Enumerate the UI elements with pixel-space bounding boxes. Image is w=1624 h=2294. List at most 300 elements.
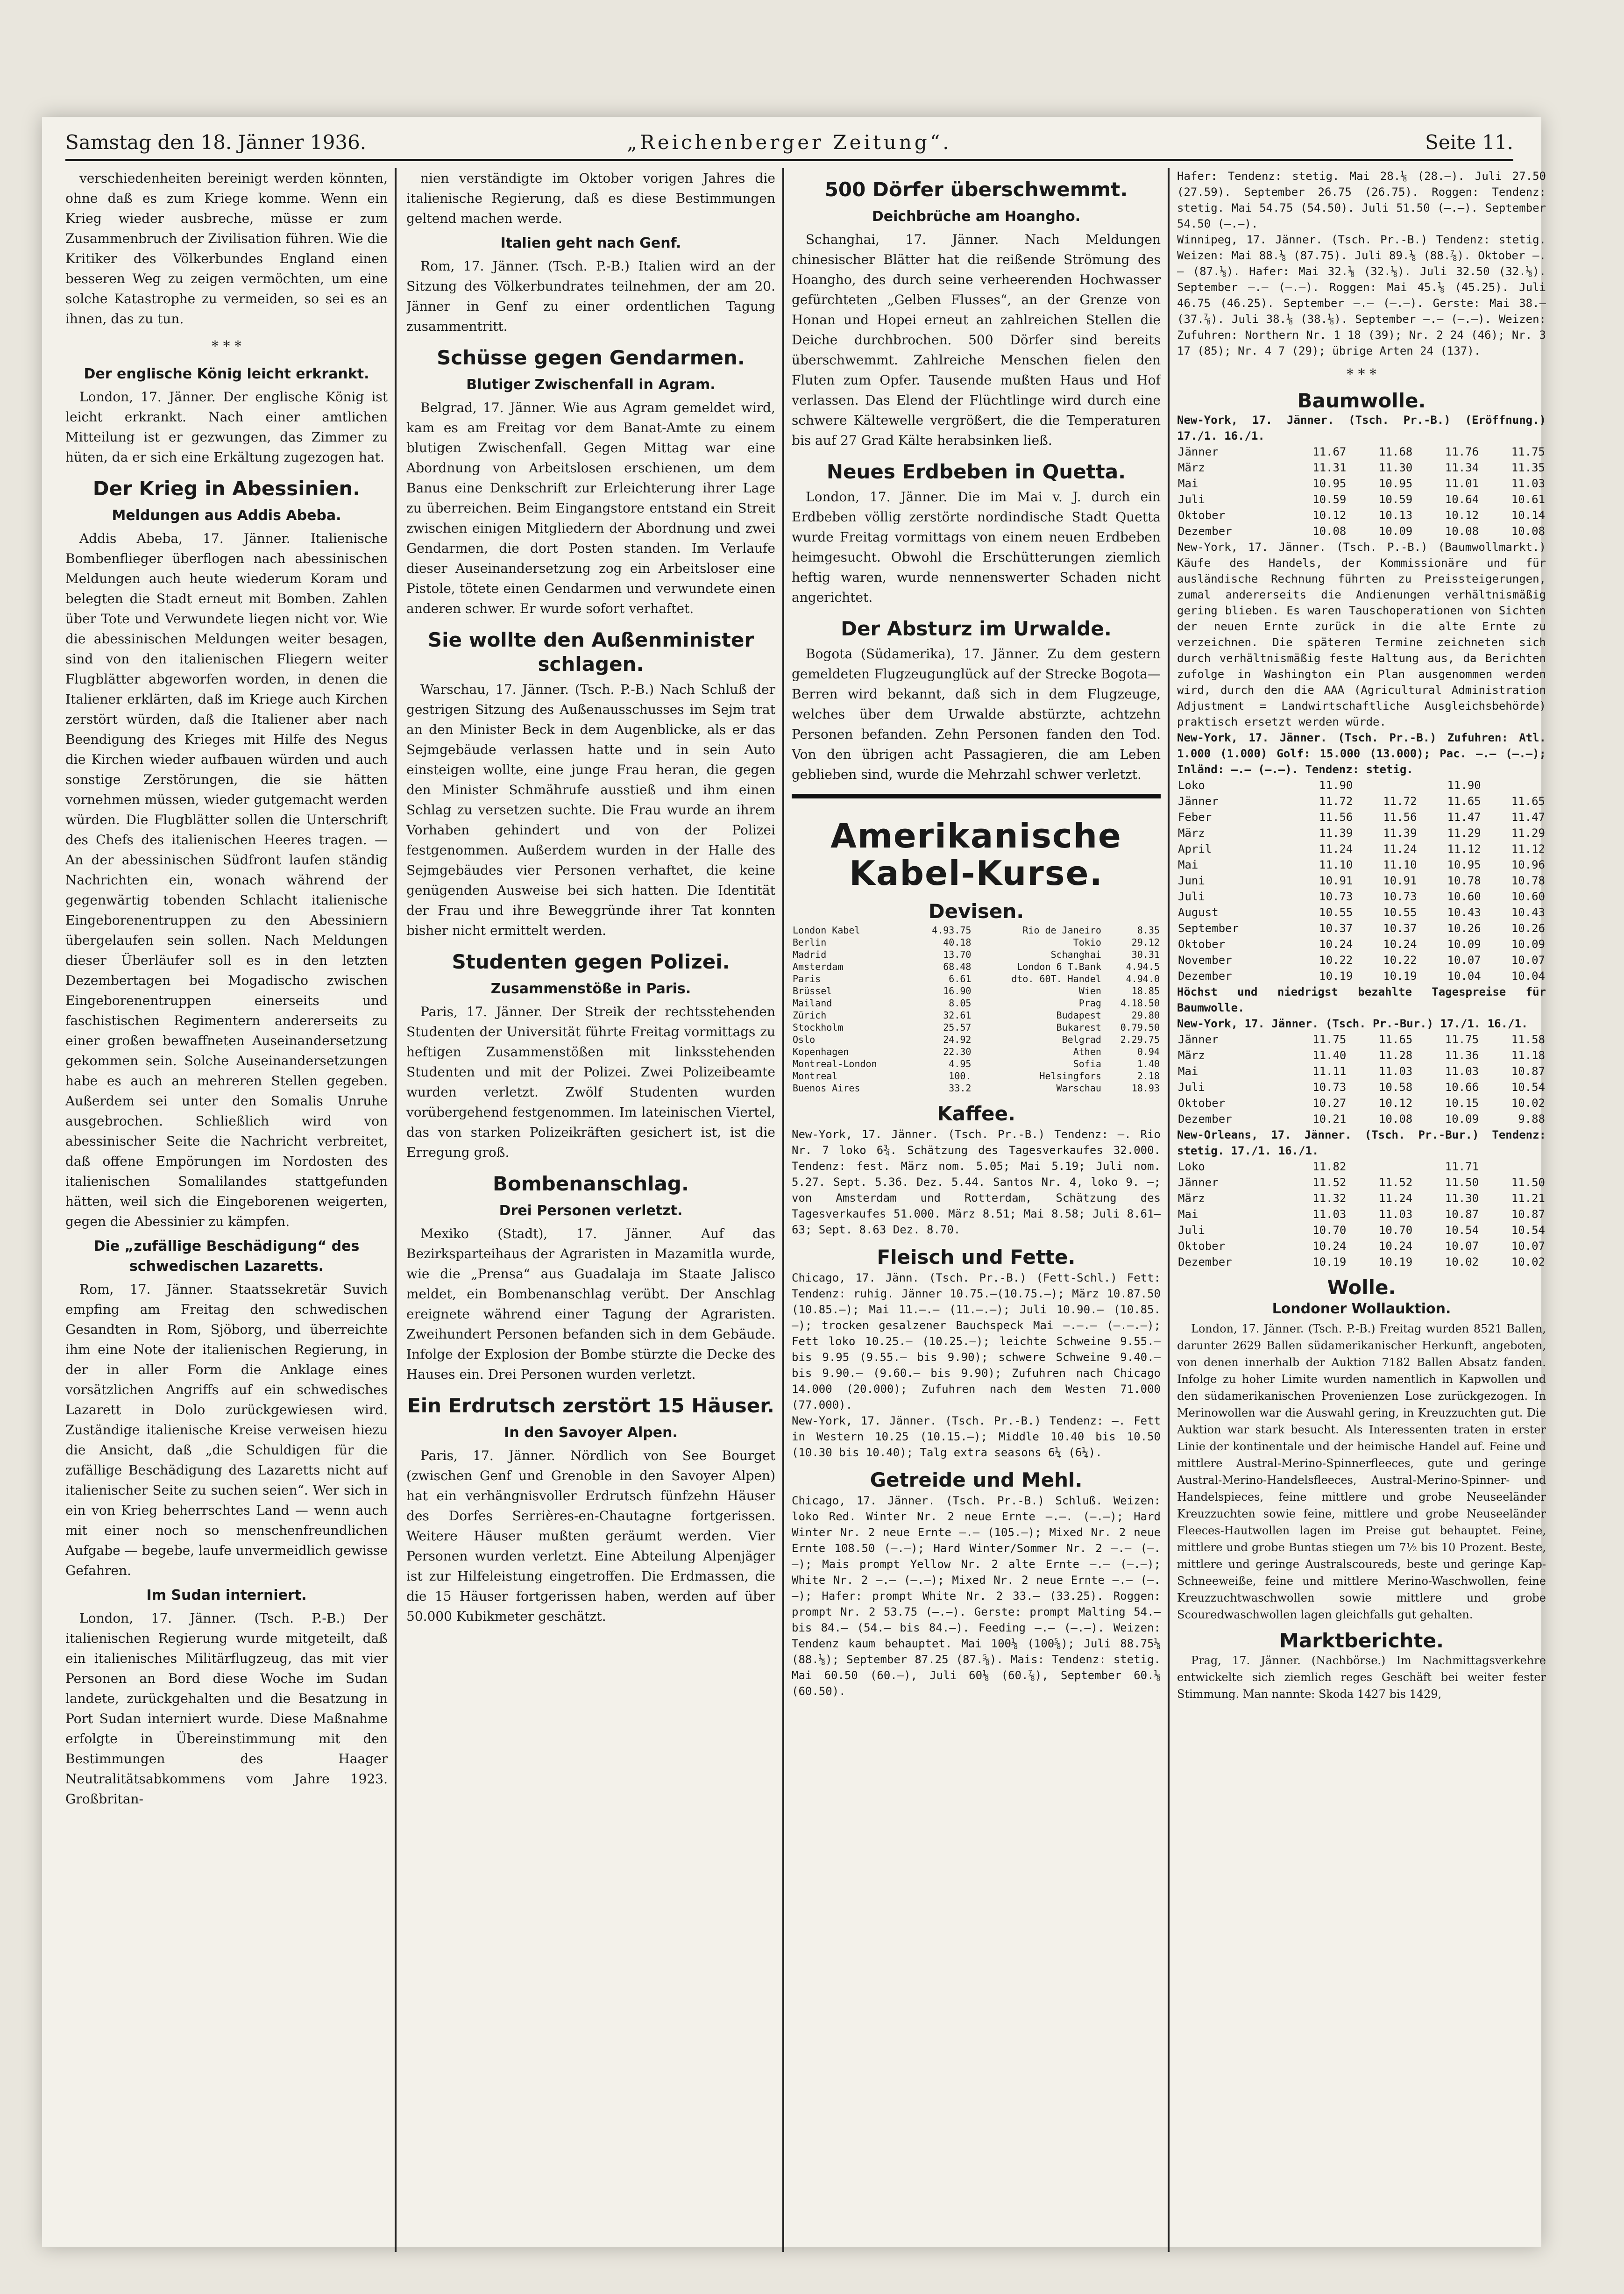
table-cell: 10.78 xyxy=(1447,874,1481,887)
table-cell: 24.92 xyxy=(943,1034,972,1045)
article-text: Rom, 17. Jänner. Staatssekretär Suvich empfing am Freitag den schwedischen Gesandten in Rom, Sjöborg, und überreichte ihm eine Note der italienischen Regierung, in der in aller Form die Anklage eines vorsätzlichen Angriffs auf ein schwedisches Lazarett in Dolo zurückgewiesen wird. Zuständige italienische Kreise verweisen hiezu die Ansicht, daß „die Schuldigen für die zufällige Beschädigung des Lazaretts nicht auf italienischer Seite zu suchen seien“. Wer sich in ein von Krieg beherrschtes Land — wenn auch mit einer noch so menschenfreundlichen Aufgabe — begebe, laufe unvermeidlich gewisse Gefahren. xyxy=(65,1282,388,1578)
table-cell: Mai xyxy=(1178,477,1198,490)
table-cell: Budapest xyxy=(1056,1010,1101,1021)
table-cell: 10.54 xyxy=(1511,1224,1545,1237)
article-text: verschiedenheiten bereinigt werden könnten, ohne daß es zum Kriege komme. Wenn ein Krieg wieder ausbreche, müsse er zum Zusammenbruch der Zivilisation führen. Wie die Kritiker des Völkerbundes England einen besseren Weg zu zeigen vermöchten, um eine solche Katastrophe zu vermeiden, so sei es an ihnen, das zu tun. xyxy=(65,171,388,327)
table-cell: 10.07 xyxy=(1511,1240,1545,1253)
table-row xyxy=(1177,793,1546,809)
table-cell: 8.35 xyxy=(1137,925,1160,936)
table-cell: Berlin xyxy=(793,937,827,948)
header-page-number: Seite 11. xyxy=(1425,131,1513,154)
article-text: London, 17. Jänner. (Tsch. P.-B.) Der italienischen Regierung wurde mitgeteilt, daß ein italienisches Militärflugzeug, das mit vier Personen an Bord diese Woche im Sudan landete, zurückgehalten und die Besatzung in Port Sudan interniert wurde. Diese Maßnahme erfolgte in Übereinstimmung mit den Bestimmungen des Haager Neutralitätsabkommens vom Jahre 1923. Großbritan- xyxy=(65,1610,388,1807)
table-cell: 11.21 xyxy=(1511,1192,1545,1205)
table-cell: 33.2 xyxy=(949,1083,972,1094)
table-cell: 10.37 xyxy=(1383,922,1417,935)
headline: Londoner Wollauktion. xyxy=(1272,1301,1451,1317)
table-cell: 11.18 xyxy=(1511,1049,1545,1062)
article-text: Prag, 17. Jänner. (Nachbörse.) Im Nachmittagsverkehre entwickelte sich ziemlich reges Geschäft bei weiter fester Stimmung. Man nannte: Skoda 1427 bis 1429, xyxy=(1177,1654,1546,1701)
subheadline: In den Savoyer Alpen. xyxy=(504,1425,678,1441)
table-cell: Feber xyxy=(1178,811,1212,824)
table-cell: Oktober xyxy=(1178,509,1226,522)
subsection-title: Fleisch und Fette. xyxy=(877,1246,1076,1268)
table-cell: Loko xyxy=(1178,1160,1205,1173)
table-row xyxy=(1177,1175,1546,1190)
table-heading: Höchst und niedrigst bezahlte Tagespreise für Baumwolle. xyxy=(1177,985,1546,1014)
table-cell: 11.90 xyxy=(1319,779,1353,792)
article-text: Schanghai, 17. Jänner. Nach Meldungen chinesischer Blätter hat die reißende Strömung des Hoangho, des durch seine verheerenden Hochwasser gefürchteten „Gelben Flusses“, an der Grenze von Honan und Hopei erneut an zahlreichen Stellen die Deiche durchbrochen. 500 Dörfer sind bereits überschwemmt. Zahlreiche Menschen fielen den Fluten zum Opfer. Tausende mußten Haus und Hof verlassen. Das Elend der Flüchtlinge wird durch eine schwere Kältewelle vergrößert, die die Temperaturen bis auf 27 Grad Kälte herabsinken ließ. xyxy=(792,232,1161,448)
separator-stars: * * * xyxy=(1346,366,1377,383)
table-cell: 10.13 xyxy=(1378,509,1413,522)
table-cell: 4.95 xyxy=(949,1058,972,1069)
table-cell: 10.14 xyxy=(1511,509,1545,522)
table-cell: 10.73 xyxy=(1383,890,1417,903)
column-rule xyxy=(1168,168,1170,2252)
table-cell: 10.22 xyxy=(1383,954,1417,967)
table-cell: Oslo xyxy=(793,1034,816,1045)
table-cell: 4.93.75 xyxy=(932,925,972,936)
headline: Studenten gegen Polizei. xyxy=(452,950,730,973)
subsection-title: Baumwolle. xyxy=(1297,389,1426,412)
table-cell: 10.08 xyxy=(1312,525,1347,538)
table-cell: 11.75 xyxy=(1312,1033,1347,1046)
cotton-table xyxy=(1177,777,1546,984)
table-cell: 11.71 xyxy=(1445,1160,1479,1173)
table-cell: 4.94.0 xyxy=(1126,973,1160,984)
table-cell: 10.66 xyxy=(1445,1081,1479,1094)
subheadline: Zusammenstöße in Paris. xyxy=(490,981,691,997)
table-cell: 10.73 xyxy=(1319,890,1353,903)
subsection-title: Wolle. xyxy=(1327,1276,1396,1299)
table-cell: 10.91 xyxy=(1319,874,1353,887)
cotton-table xyxy=(1177,444,1546,539)
table-cell: Mailand xyxy=(793,997,832,1009)
subsection-title: Marktberichte. xyxy=(1279,1629,1444,1652)
table-cell: 11.30 xyxy=(1378,461,1413,474)
table-cell: 10.07 xyxy=(1445,1240,1479,1253)
table-cell: 10.12 xyxy=(1445,509,1479,522)
headline: Ein Erdrutsch zerstört 15 Häuser. xyxy=(407,1394,774,1417)
table-cell: Rio de Janeiro xyxy=(1022,925,1101,936)
header-paper-name: „Reichenberger Zeitung“. xyxy=(627,131,952,154)
table-row xyxy=(1177,1079,1546,1095)
table-cell: 11.65 xyxy=(1447,795,1481,808)
table-row xyxy=(1177,1032,1546,1047)
subheadline: Deichbrüche am Hoangho. xyxy=(872,208,1081,225)
table-cell: Jänner xyxy=(1178,795,1219,808)
table-cell: 4.94.5 xyxy=(1126,961,1160,972)
table-cell: 10.87 xyxy=(1445,1208,1479,1221)
table-cell: 11.76 xyxy=(1445,445,1479,458)
table-cell: 11.40 xyxy=(1312,1049,1347,1062)
table-cell: 10.24 xyxy=(1319,938,1353,951)
table-cell: 10.07 xyxy=(1511,954,1545,967)
table-cell: dto. 60T. Handel xyxy=(1011,973,1101,984)
table-cell: Zürich xyxy=(793,1010,827,1021)
table-cell: 10.26 xyxy=(1447,922,1481,935)
table-cell: 10.64 xyxy=(1445,493,1479,506)
table-cell: 10.02 xyxy=(1445,1255,1479,1268)
table-row xyxy=(1177,889,1546,905)
table-cell xyxy=(1354,777,1418,793)
table-row xyxy=(792,1082,1161,1094)
article-text: London, 17. Jänner. (Tsch. P.-B.) Freitag wurden 8521 Ballen, darunter 2629 Ballen südamerikanischer Herkunft, angeboten, von denen innerhalb der Auktion 7182 Ballen Absatz fanden. Infolge zu hoher Limite wurden namentlich in Kapwollen und den südamerikanischen Provenienzen Lose zurückgezogen. In Merinowollen war die Auswahl gering, in Kreuzzuchten gut. Die Auktion war stark besucht. Als Interessenten traten in erster Linie der kontinentale und der heimische Handel auf. Feine und mittlere Austral-Merino-Spinnerfleeces, gute und geringe Austral-Merino-Handelsfleeces, Austral-Merino-Spinner- und Handelspieces, feine mittlere und grobe Neuseeländer Kreuzzuchten sowie feine, mittlere und grobe Neuseeländer Fleeces-Hautwollen lagen im Preise gut behauptet. Feine, mittlere und grobe Buntas stiegen um 7½ bis 10 Prozent. Beste, mittlere und geringe Australscoureds, beste und geringe Kap-Schneeweiße, feine und mittlere Merino-Waschwollen, feine Kreuzzuchtwaschwollen sowie mittlere und grobe Scouredwaschwollen lagen gleichfalls gut gehalten. xyxy=(1177,1322,1546,1621)
table-cell xyxy=(1480,1159,1546,1175)
table-cell: Bukarest xyxy=(1056,1022,1101,1033)
table-cell: 11.47 xyxy=(1447,811,1481,824)
headline: 500 Dörfer überschwemmt. xyxy=(824,178,1128,201)
article-text: Mexiko (Stadt), 17. Jänner. Auf das Bezirksparteihaus der Agraristen in Mazamitla wurde, wie die „Prensa“ aus Guadalaja im Staate Jalisco meldet, ein Bombenanschlag verübt. Der Anschlag ereignete während einer Tagung der Agraristen. Zweihundert Personen befanden sich in dem Gebäude. Infolge der Explosion der Bombe stürzte die Decke des Hauses ein. Drei Personen wurden verletzt. xyxy=(406,1226,775,1382)
table-cell: Jänner xyxy=(1178,1176,1219,1189)
table-cell: April xyxy=(1178,842,1212,855)
table-cell: 10.55 xyxy=(1319,906,1353,919)
table-cell: Buenos Aires xyxy=(793,1083,860,1094)
article-text: Addis Abeba, 17. Jänner. Italienische Bombenflieger überflogen nach abessinischen Meldungen auch heute wiederum Koram und belegten die Stadt erneut mit Bomben. Zahlen über Tote und Verwundete liegen nicht vor. Wie die abessinischen Meldungen weiter besagen, sind von den italienischen Fliegern weiter Flugblätter abgeworfen worden, in denen die Italiener erklärten, daß im Kriege auch Kirchen zerstört würden, daß die Italiener aber nach Beendigung des Krieges mit Hilfe des Negus die Kirchen wieder aufbauen würden und auch sonstige Zerstörungen, die sie hätten vornehmen müssen, wieder gutgemacht werden würden. Die Flugblätter sollen die Unterschrift des Chefs des italienischen Heeres tragen. — An der abessinischen Südfront laufen ständig Nachrichten ein, wonach während der gegenwärtig tobenden Schlacht italienische Eingeborenentruppen zu den Abessiniern übergelaufen sein sollen. Nach Meldungen dieser Überläufer soll es in den letzten Dezembertagen bei Mogadischo zwischen Eingeborenentruppen einerseits und faschistischen Regimentern andererseits zu einer großen bewaffneten Auseinandersetzung gekommen sein. Solche Auseinandersetzungen habe es auch an mehreren Stellen gegeben. Außerdem sei unter den Somalis Unruhe ausgebrochen. Schließlich wird von abessinischer Seite die Nachricht verbreitet, daß offene Empörungen im Nordosten des italienischen Somalilandes stattgefunden hätten, weil sich die Eingeborenen weigerten, gegen die Abessinier zu kämpfen. xyxy=(65,531,388,1229)
table-row xyxy=(792,1058,1161,1070)
column-rule xyxy=(395,168,397,2252)
table-cell: 11.03 xyxy=(1511,477,1545,490)
table-cell: 10.60 xyxy=(1447,890,1481,903)
table-cell: 10.43 xyxy=(1511,906,1545,919)
article-text: Rom, 17. Jänner. (Tsch. P.-B.) Italien wird an der Sitzung des Völkerbundrates teilnehmen, der am 20. Jänner in Genf zu einer ordentlichen Tagung zusammentritt. xyxy=(406,258,775,334)
table-cell: 10.02 xyxy=(1511,1255,1545,1268)
headline: Sie wollte den Außenminister schlagen. xyxy=(427,628,754,676)
headline: Der Krieg in Abessinien. xyxy=(92,477,361,500)
table-row xyxy=(792,961,1161,973)
table-cell: 11.52 xyxy=(1378,1176,1413,1189)
subsection-title: Kaffee. xyxy=(937,1102,1015,1125)
table-cell: Kopenhagen xyxy=(793,1046,849,1057)
table-cell: 10.95 xyxy=(1378,477,1413,490)
table-cell: 32.61 xyxy=(943,1010,972,1021)
table-cell: 11.24 xyxy=(1378,1192,1413,1205)
market-report: Chicago, 17. Jänn. (Tsch. Pr.-B.) (Fett-Schl.) Fett: Tendenz: ruhig. Jänner 10.75.—(10.75.—); März 10.87.50 (10.85.—); Mai 11.—.— (11.—.—); Juli 10.90.— (10.85.—); trocken gesalzener Bauchspeck Mai —.—.— (—.—.—); Fett loko 10.25.— (10.25.—); leichte Schweine 9.55.— bis 9.95 (9.55.— bis 9.90); schwere Schweine 9.40.— bis 9.90.— (9.60.— bis 9.90); Zufuhren nach Chicago 14.000 (20.000); Zufuhren nach dem Westen 71.000 (77.000). xyxy=(792,1271,1161,1411)
article-text: Belgrad, 17. Jänner. Wie aus Agram gemeldet wird, kam es am Freitag vor dem Banat-Amte zu einem blutigen Zwischenfall. Gegen Mittag war eine Abordnung von Arbeitslosen erschienen, um dem Banus eine Denkschrift zur Erleichterung ihrer Lage zu überreichen. Beim Eingangstore entstand ein Streit zwischen einigen Mitgliedern der Abordnung und zwei Gendarmen, die dort Posten standen. Im Verlaufe dieser Auseinandersetzung zog ein Arbeitsloser eine Pistole, tötete einen Gendarmen und verwundete einen anderen schwer. Er wurde sofort verhaftet. xyxy=(406,400,775,616)
table-cell: 11.72 xyxy=(1383,795,1417,808)
table-cell: Amsterdam xyxy=(793,961,844,972)
table-row xyxy=(1177,507,1546,523)
table-row xyxy=(1177,1063,1546,1079)
table-cell: 1.40 xyxy=(1137,1058,1160,1069)
table-cell: 10.19 xyxy=(1312,1255,1347,1268)
table-cell: 30.31 xyxy=(1131,949,1160,960)
table-cell: 10.58 xyxy=(1378,1081,1413,1094)
table-cell: 25.57 xyxy=(943,1022,972,1033)
table-row xyxy=(1177,809,1546,825)
table-cell: Oktober xyxy=(1178,1097,1226,1110)
table-cell: 11.12 xyxy=(1511,842,1545,855)
table-cell: Loko xyxy=(1178,779,1205,792)
table-cell: 2.29.75 xyxy=(1120,1034,1160,1045)
market-report: New-York, 17. Jänner. (Tsch. Pr.-B.) Tendenz: —. Fett in Western 10.25 (10.15.—); Middle 10.40 bis 10.50 (10.30 bis 10.40); Talg extra seasons 6¼ (6¼). xyxy=(792,1414,1161,1459)
table-cell: 18.93 xyxy=(1131,1083,1160,1094)
table-heading: New-York, 17. Jänner. (Tsch. Pr.-B.) Zufuhren: Atl. 1.000 (1.000) Golf: 15.000 (13.000); Pac. —.— (—.—); Inländ: —.— (—.—). Tendenz: stetig. xyxy=(1177,731,1546,776)
table-row xyxy=(1177,905,1546,920)
table-cell: 10.70 xyxy=(1312,1224,1347,1237)
table-cell: 11.03 xyxy=(1312,1208,1347,1221)
table-cell: 29.80 xyxy=(1131,1010,1160,1021)
table-cell: 11.56 xyxy=(1319,811,1353,824)
table-cell: 10.37 xyxy=(1319,922,1353,935)
table-cell: Prag xyxy=(1078,997,1101,1009)
table-cell: 10.24 xyxy=(1312,1240,1347,1253)
table-row xyxy=(1177,492,1546,507)
table-cell: 11.12 xyxy=(1447,842,1481,855)
table-cell: 11.03 xyxy=(1378,1065,1413,1078)
table-cell: 11.47 xyxy=(1511,811,1545,824)
table-cell: 10.04 xyxy=(1511,969,1545,983)
table-cell: Mai xyxy=(1178,1208,1198,1221)
table-cell: Juli xyxy=(1178,1224,1205,1237)
table-cell: 10.91 xyxy=(1383,874,1417,887)
column-3 xyxy=(792,168,1161,2252)
table-cell: Dezember xyxy=(1178,1112,1232,1126)
table-row xyxy=(1177,1222,1546,1238)
market-report: New-York, 17. Jänner. (Tsch. Pr.-B.) Tendenz: —. Rio Nr. 7 loko 6¾. Schätzung des Tagesverkaufes 32.000. Tendenz: fest. März nom. 5.05; Mai 5.19; Juli nom. 5.27. Sept. 5.36. Dez. 5.44. Santos Nr. 4, loko 9. —; von Amsterdam und Rotterdam, Schätzung des Tagesverkaufes 51.000. März 8.51; Mai 8.58; Juli 8.61—63; Sept. 8.63 Dez. 8.70. xyxy=(792,1128,1161,1236)
table-row xyxy=(792,1009,1161,1021)
table-cell: 11.24 xyxy=(1383,842,1417,855)
table-cell: Paris xyxy=(793,973,821,984)
table-row xyxy=(1177,952,1546,968)
table-cell: Mai xyxy=(1178,858,1198,871)
table-cell: 10.61 xyxy=(1511,493,1545,506)
table-cell: März xyxy=(1178,826,1205,840)
table-cell: Athen xyxy=(1073,1046,1101,1057)
market-report: Chicago, 17. Jänner. (Tsch. Pr.-B.) Schluß. Weizen: loko Red. Winter Nr. 2 neue Ernte —.—. (—.—); Hard Winter Nr. 2 neue Ernte —.— (105.—); Mixed Nr. 2 neue Ernte 108.50 (—.—); Hard Winter/Sommer Nr. 2 —.— (—.—); Mais prompt Yellow Nr. 2 alte Ernte —.— (—.—); White Nr. 2 —.— (—.—); Mixed Nr. 2 neue Ernte —.— (—.—); Hafer: prompt White Nr. 2 33.— (33.25). Roggen: prompt Nr. 2 53.75 (—.—). Gerste: prompt Malting 54.— bis 84.— (54.— bis 84.—). Feeding —.— (—.—). Weizen: Tendenz kaum behauptet. Mai 100⅛ (100⅝); Juli 88.75⅛ (88.⅛); September 87.25 (87.⅝). Mais: Tendenz: stetig. Mai 60.50 (60.—), Juli 60⅛ (60.⅞), September 60.⅛ (60.50). xyxy=(792,1494,1161,1698)
table-row xyxy=(792,1033,1161,1046)
table-cell: 10.02 xyxy=(1511,1097,1545,1110)
table-cell: 11.29 xyxy=(1511,826,1545,840)
table-cell: 4.18.50 xyxy=(1120,997,1160,1009)
cotton-table xyxy=(1177,1159,1546,1270)
table-cell: 13.70 xyxy=(943,949,972,960)
table-cell: 11.30 xyxy=(1445,1192,1479,1205)
article-text: Paris, 17. Jänner. Nördlich von See Bourget (zwischen Genf und Grenoble in den Savoyer Alpen) hat ein verhängnisvoller Erdrutsch fünfzehn Häuser des Dorfes Serrières-en-Chautagne fortgerissen. Weitere Häuser mußten geräumt werden. Vier Personen wurden verletzt. Eine Abteilung Alpenjäger ist zur Hilfeleistung eingetroffen. Die Erdmassen, die die 15 Häuser fortgerissen haben, werden auf über 50.000 Kubikmeter geschätzt. xyxy=(406,1448,775,1624)
table-cell: 10.09 xyxy=(1445,1112,1479,1126)
table-row xyxy=(792,1070,1161,1082)
table-cell: Madrid xyxy=(793,949,827,960)
table-cell: Jänner xyxy=(1178,1033,1219,1046)
table-cell: 11.24 xyxy=(1319,842,1353,855)
table-cell: 10.08 xyxy=(1511,525,1545,538)
table-cell: 10.78 xyxy=(1511,874,1545,887)
table-cell: 10.54 xyxy=(1445,1224,1479,1237)
subsection-title: Getreide und Mehl. xyxy=(870,1468,1083,1491)
table-row xyxy=(792,936,1161,948)
table-cell: London Kabel xyxy=(793,925,860,936)
devisen-table xyxy=(792,924,1161,1094)
table-cell: 11.03 xyxy=(1378,1208,1413,1221)
table-row xyxy=(1177,444,1546,460)
table-cell: Mai xyxy=(1178,1065,1198,1078)
headline: Der englische König leicht erkrankt. xyxy=(84,366,369,382)
table-row xyxy=(1177,936,1546,952)
table-cell: 11.39 xyxy=(1319,826,1353,840)
table-row xyxy=(792,985,1161,997)
table-cell: 2.18 xyxy=(1137,1070,1160,1082)
table-row xyxy=(1177,1190,1546,1206)
table-row xyxy=(792,1021,1161,1033)
table-cell: 11.68 xyxy=(1378,445,1413,458)
table-cell: 10.70 xyxy=(1378,1224,1413,1237)
table-row xyxy=(1177,1254,1546,1270)
table-cell: 11.58 xyxy=(1511,1033,1545,1046)
table-cell: März xyxy=(1178,1192,1205,1205)
table-row xyxy=(792,997,1161,1009)
table-row xyxy=(1177,1206,1546,1222)
table-row xyxy=(792,973,1161,985)
section-bar xyxy=(792,794,1161,798)
table-cell: 11.75 xyxy=(1445,1033,1479,1046)
table-cell: 10.04 xyxy=(1447,969,1481,983)
subheadline: Blutiger Zwischenfall in Agram. xyxy=(466,377,716,393)
table-cell: 18.85 xyxy=(1131,985,1160,997)
table-heading: New-York, 17. Jänner. (Tsch. Pr.-B.) (Eröffnung.) 17./1. 16./1. xyxy=(1177,413,1546,442)
table-cell: 11.50 xyxy=(1511,1176,1545,1189)
table-cell: 10.07 xyxy=(1447,954,1481,967)
table-cell: Tokio xyxy=(1073,937,1101,948)
table-cell: 11.10 xyxy=(1319,858,1353,871)
headline: Schüsse gegen Gendarmen. xyxy=(437,346,745,369)
subheadline: Drei Personen verletzt. xyxy=(499,1203,683,1219)
table-heading: New-Orleans, 17. Jänner. (Tsch. Pr.-Bur.) Tendenz: stetig. 17./1. 16./1. xyxy=(1177,1128,1546,1157)
table-row xyxy=(1177,777,1546,793)
table-cell: Juli xyxy=(1178,890,1205,903)
table-cell: Schanghai xyxy=(1050,949,1101,960)
article-text: Warschau, 17. Jänner. (Tsch. P.-B.) Nach Schluß der gestrigen Sitzung des Außenausschusses im Sejm trat an den Minister Beck in dem Augenblicke, als er das Sejmgebäude verlassen hatte und in sein Auto einsteigen wollte, eine junge Frau heran, die gegen den Minister Schmährufe ausstieß und ihm einen Schlag zu versetzen suchte. Die Frau wurde an ihrem Vorhaben gehindert und von der Polizei festgenommen. Außerdem wurden in der Halle des Sejmgebäudes vier Personen verhaftet, die keine genügenden Ausweise bei sich hatten. Die Identität der Frau und ihre Beweggründe ihrer Tat konnten bisher nicht ermittelt werden. xyxy=(406,682,775,938)
table-cell: Montreal xyxy=(793,1070,838,1082)
table-cell: 10.87 xyxy=(1511,1065,1545,1078)
market-report: New-York, 17. Jänner. (Tsch. P.-B.) (Baumwollmarkt.) Käufe des Handels, der Kommissionäre und für ausländische Rechnung führten zu Preissteigerungen, zumal andererseits die Andienungen verhältnismäßig gering blieben. Es waren Tauschoperationen von Sichten der neuen Ernte zurück in die alte Ernte zu verzeichnen. Die späteren Termine zeichneten sich durch verhältnismäßig feste Haltung aus, da Berichten zufolge in Washington ein Plan ausgenommen werden wird, durch den die AAA (Agricultural Administration Adjustment = Landwirtschaftliche Ausgleichsbehörde) praktisch ersetzt werden würde. xyxy=(1177,541,1546,728)
table-row xyxy=(1177,1238,1546,1254)
table-row xyxy=(792,948,1161,961)
table-cell: 10.96 xyxy=(1511,858,1545,871)
table-cell: 11.52 xyxy=(1312,1176,1347,1189)
table-cell: 11.65 xyxy=(1511,795,1545,808)
table-cell: 10.15 xyxy=(1445,1097,1479,1110)
table-cell: 22.30 xyxy=(943,1046,972,1057)
table-cell: Wien xyxy=(1078,985,1101,997)
table-cell: 10.24 xyxy=(1383,938,1417,951)
table-cell: 10.19 xyxy=(1378,1255,1413,1268)
table-cell: 100. xyxy=(949,1070,972,1082)
table-row xyxy=(1177,1111,1546,1127)
table-cell: 10.27 xyxy=(1312,1097,1347,1110)
table-cell: 10.54 xyxy=(1511,1081,1545,1094)
table-cell: 10.21 xyxy=(1312,1112,1347,1126)
table-cell: 11.36 xyxy=(1445,1049,1479,1062)
table-cell: 11.01 xyxy=(1445,477,1479,490)
separator-stars: * * * xyxy=(211,338,242,355)
table-cell: 8.05 xyxy=(949,997,972,1009)
table-cell: Oktober xyxy=(1178,1240,1226,1253)
table-cell: 10.08 xyxy=(1445,525,1479,538)
table-cell: 10.55 xyxy=(1383,906,1417,919)
table-cell: 10.59 xyxy=(1378,493,1413,506)
column-4 xyxy=(1177,168,1546,2252)
headline: Der Absturz im Urwalde. xyxy=(841,617,1112,640)
table-cell: 10.95 xyxy=(1447,858,1481,871)
table-cell: 11.34 xyxy=(1445,461,1479,474)
table-cell: Dezember xyxy=(1178,1255,1232,1268)
table-cell: Dezember xyxy=(1178,969,1232,983)
table-cell: 10.12 xyxy=(1378,1097,1413,1110)
table-cell: 10.12 xyxy=(1312,509,1347,522)
table-cell: 10.09 xyxy=(1511,938,1545,951)
table-cell: 10.09 xyxy=(1447,938,1481,951)
table-cell: 11.29 xyxy=(1447,826,1481,840)
headline: Im Sudan interniert. xyxy=(146,1587,307,1603)
headline: Italien geht nach Genf. xyxy=(500,235,681,251)
table-row xyxy=(1177,920,1546,936)
table-row xyxy=(1177,873,1546,889)
table-cell: 10.26 xyxy=(1511,922,1545,935)
cotton-table xyxy=(1177,1032,1546,1127)
table-cell: 11.11 xyxy=(1312,1065,1347,1078)
table-cell: 10.19 xyxy=(1383,969,1417,983)
table-cell: 10.19 xyxy=(1319,969,1353,983)
table-row xyxy=(1177,476,1546,492)
section-title: Amerikanische Kabel-Kurse. xyxy=(830,816,1122,893)
table-row xyxy=(1177,857,1546,873)
table-cell: 40.18 xyxy=(943,937,972,948)
market-report: Hafer: Tendenz: stetig. Mai 28.⅛ (28.—). Juli 27.50 (27.59). September 26.75 (26.75). Roggen: Tendenz: stetig. Mai 54.75 (54.50). Juli 51.50 (—.—). September 54.50 (—.—). xyxy=(1177,170,1546,230)
table-cell: 11.39 xyxy=(1383,826,1417,840)
table-cell: Juli xyxy=(1178,493,1205,506)
table-cell: Montreal-London xyxy=(793,1058,877,1069)
table-cell: 10.08 xyxy=(1378,1112,1413,1126)
table-cell: März xyxy=(1178,1049,1205,1062)
table-cell: 10.09 xyxy=(1378,525,1413,538)
table-cell: August xyxy=(1178,906,1219,919)
table-cell: 0.94 xyxy=(1137,1046,1160,1057)
table-row xyxy=(1177,523,1546,539)
table-cell: 10.43 xyxy=(1447,906,1481,919)
table-cell: 11.67 xyxy=(1312,445,1347,458)
article-text: London, 17. Jänner. Die im Mai v. J. durch ein Erdbeben völlig zerstörte nordindische Stadt Quetta wurde Freitag vormittags von einem neuen Erdbeben heimgesucht. Obwohl die Erschütterungen ziemlich heftig waren, wurde nennenswerter Schaden nicht angerichtet. xyxy=(792,489,1161,605)
table-cell: 10.87 xyxy=(1511,1208,1545,1221)
table-cell: Stockholm xyxy=(793,1022,844,1033)
table-row xyxy=(792,924,1161,936)
article-text: London, 17. Jänner. Der englische König ist leicht erkrankt. Nach einer amtlichen Mitteilung ist er gezwungen, das Zimmer zu hüten, da er sich eine Erkältung zugezogen hat. xyxy=(65,389,388,465)
table-cell: 11.56 xyxy=(1383,811,1417,824)
article-text: nien verständigte im Oktober vorigen Jahres die italienische Regierung, daß es diese Bestimmungen geltend machen werde. xyxy=(406,171,775,226)
market-report: Winnipeg, 17. Jänner. (Tsch. Pr.-B.) Tendenz: stetig. Weizen: Mai 88.⅛ (87.75). Juli 89.⅛ (88.⅞). Oktober —.— (87.⅛). Hafer: Mai 32.⅛ (32.⅛). Juli 32.50 (32.⅛). September —.— (—.—). Roggen: Mai 45.⅛ (45.25). Juli 46.75 (46.25). September —.— (—.—). Gerste: Mai 38.— (37.⅞). Juli 38.⅛ (38.⅛). September —.— (—.—). Weizen: Zufuhren: Northern Nr. 1 18 (39); Nr. 2 24 (46); Nr. 3 17 (85); Nr. 4 7 (29); übrige Arten 24 (137). xyxy=(1177,233,1546,357)
table-cell: März xyxy=(1178,461,1205,474)
header-date: Samstag den 18. Jänner 1936. xyxy=(65,131,367,154)
table-cell: November xyxy=(1178,954,1232,967)
table-row xyxy=(1177,841,1546,857)
table-cell: Belgrad xyxy=(1062,1034,1101,1045)
table-cell: 0.79.50 xyxy=(1120,1022,1160,1033)
table-row xyxy=(1177,968,1546,984)
table-cell: 10.24 xyxy=(1378,1240,1413,1253)
table-row xyxy=(1177,1095,1546,1111)
table-cell: 11.32 xyxy=(1312,1192,1347,1205)
table-cell: 11.03 xyxy=(1445,1065,1479,1078)
table-cell: 29.12 xyxy=(1131,937,1160,948)
table-cell: 11.90 xyxy=(1447,779,1481,792)
table-row xyxy=(1177,825,1546,841)
column-1 xyxy=(65,168,388,2252)
article-text: Paris, 17. Jänner. Der Streik der rechtsstehenden Studenten der Universität führte Freitag vormittags zu heftigen Zusammenstößen mit linksstehenden Studenten und mit der Polizei. Zwei Polizeibeamte wurden verletzt. Zwölf Studenten wurden vorübergehend festgenommen. Im lateinischen Viertel, das von starken Polizeikräften gesichert ist, ist die Erregung groß. xyxy=(406,1004,775,1160)
table-cell: 68.48 xyxy=(943,961,972,972)
headline: Die „zufällige Beschädigung“ des schwedischen Lazaretts. xyxy=(93,1238,360,1275)
table-cell: 11.65 xyxy=(1378,1033,1413,1046)
subsection-title: Devisen. xyxy=(928,900,1024,923)
table-cell: 10.59 xyxy=(1312,493,1347,506)
table-cell: 11.28 xyxy=(1378,1049,1413,1062)
table-cell: 11.75 xyxy=(1511,445,1545,458)
